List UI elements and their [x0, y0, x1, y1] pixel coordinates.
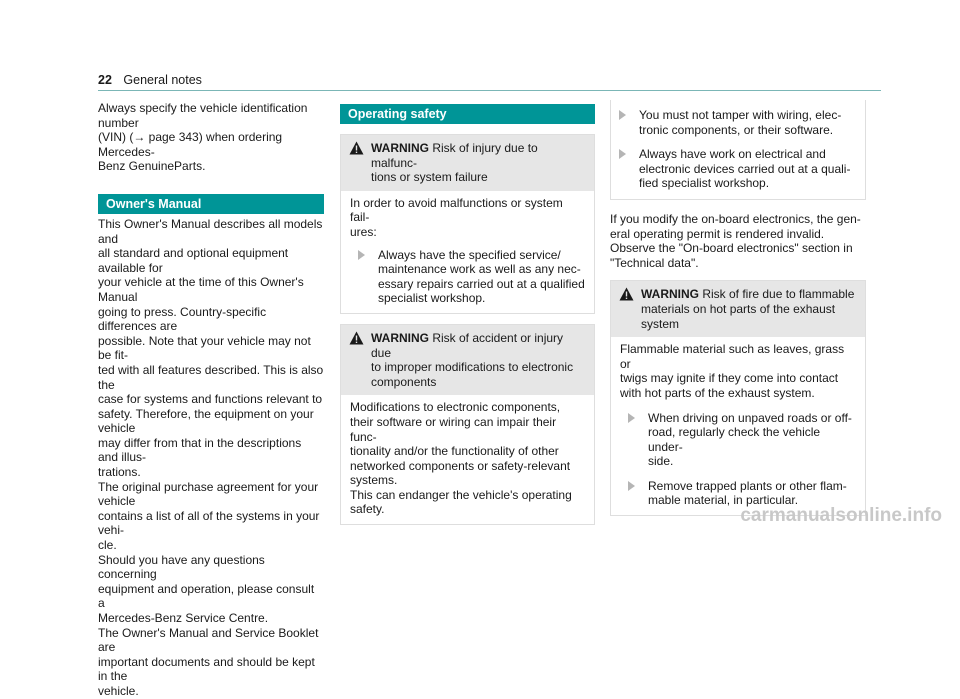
warning-header: WARNING Risk of accident or injury due to improper modifications to electronic components: [341, 325, 594, 395]
intro-paragraph: Always specify the vehicle identification number (VIN) (→ page 343) when ordering Mercedes- Benz GenuineParts.: [98, 101, 308, 174]
list-item: Remove trapped plants or other flam- mable material, in particular.: [620, 479, 856, 508]
owners-manual-paragraph-4: The Owner's Manual and Service Booklet are important documents and should be kept in the vehicle.: [98, 625, 319, 698]
list-item: When driving on unpaved roads or off- road, regularly check the vehicle under- side.: [620, 411, 856, 469]
bullet-arrow-icon: [619, 110, 626, 120]
bullet-arrow-icon: [628, 413, 635, 423]
warning-box-malfunctions: [340, 134, 595, 314]
list-item: Always have work on electrical and electronic devices carried out at a quali- fied specialist workshop.: [611, 147, 856, 191]
warning-label: WARNING: [641, 287, 699, 302]
bullet-arrow-icon: [619, 149, 626, 159]
owners-manual-paragraph-1: This Owner's Manual describes all models and all standard and optional equipment available for your vehicle at the time of this Owner's Manual going to press. Country-specific differences are possible. Note that your vehicle may not be fit- ted with all features described. This is also the case for systems and functions relevant to safety. Therefore, the equipment on your vehicle may differ from that in the descriptions and illus- trations.: [98, 216, 324, 480]
warning-label: WARNING: [371, 330, 429, 345]
page-number: 22: [98, 73, 112, 87]
warning-header: WARNING Risk of injury due to malfunc- tions or system failure: [341, 135, 594, 191]
list-item: Always have the specified service/ maintenance work as well as any nec- essary repairs carried out at a qualified specialist workshop.: [350, 248, 585, 306]
warning-box-modifications: [340, 324, 595, 525]
warning-triangle-icon: [349, 331, 364, 345]
column-3: [610, 100, 866, 516]
bullet-arrow-icon: [628, 481, 635, 491]
warning-body: Modifications to electronic components, their software or wiring can impair their func- tionality and/or the functionality of other networked components or safety-relevant systems. This can endanger the vehicle's operating safety.: [350, 400, 572, 517]
watermark-logo: carmanualsonline.info: [740, 505, 942, 526]
column-2: [340, 104, 595, 525]
electronics-paragraph-2: Observe the "On-board electronics" section in "Technical data".: [610, 241, 853, 270]
operating-safety-heading: Operating safety: [340, 104, 595, 124]
warning-box-fire: [610, 280, 866, 516]
page-header: [98, 73, 202, 87]
warning-label: WARNING: [371, 141, 429, 155]
column-1: [98, 101, 324, 699]
list-item: You must not tamper with wiring, elec- tronic components, or their software.: [611, 108, 856, 137]
warning-body: Flammable material such as leaves, grass or twigs may ignite if they come into contact with hot parts of the exhaust system. When driving on unpaved roads or off- road, regularly check the vehicle under- side. Remove trapped plants or other flam- mable material, in particular.: [611, 337, 865, 515]
continued-bullet-box: [610, 100, 866, 200]
bullet-arrow-icon: [358, 250, 365, 260]
warning-triangle-icon: [619, 287, 634, 301]
warning-body: In order to avoid malfunctions or system fail- ures: Always have the specified service/ maintenance work as well as any nec- essary repairs carried out at a qualified specialist workshop.: [350, 195, 585, 306]
owners-manual-paragraph-2: The original purchase agreement for your vehicle contains a list of all of the systems in your vehi- cle.: [98, 479, 320, 553]
warning-triangle-icon: [349, 141, 364, 155]
header-divider: [98, 90, 881, 91]
warning-header: WARNING Risk of fire due to flammable materials on hot parts of the exhaust system: [611, 281, 865, 337]
header-title: General notes: [123, 73, 202, 87]
electronics-paragraph-1: If you modify the on-board electronics, the gen- eral operating permit is rendered invalid.: [610, 211, 861, 241]
owners-manual-heading: Owner's Manual: [98, 194, 324, 214]
owners-manual-paragraph-3: Should you have any questions concerning equipment and operation, please consult a Mercedes-Benz Service Centre.: [98, 552, 315, 625]
